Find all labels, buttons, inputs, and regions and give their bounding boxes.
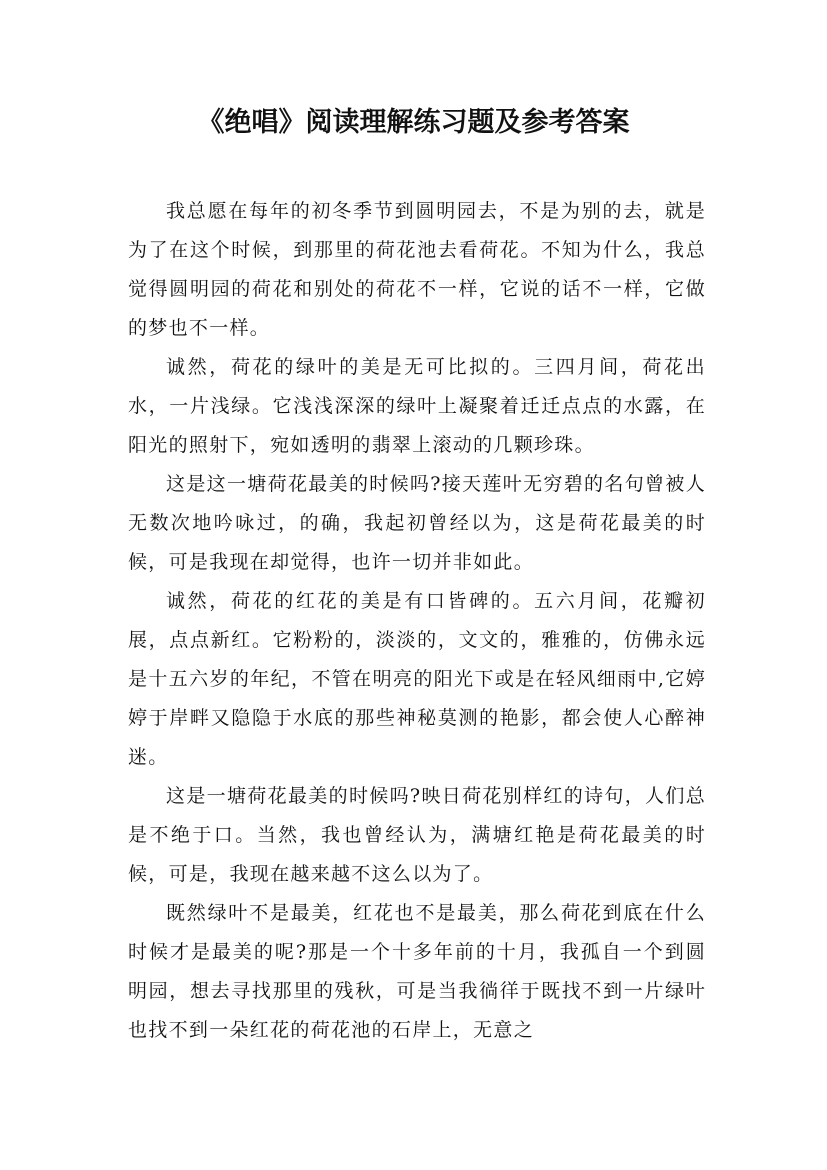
paragraph-6: 既然绿叶不是最美，红花也不是最美，那么荷花到底在什么时候才是最美的呢?那是一个十多年前的十月，我孤自一个到圆明园，想去寻找那里的残秋，可是当我徜徉于既找不到一片绿叶也找不到一朵红花的荷花池的石岸上，无意之: [128, 902, 706, 1041]
document-body: [128, 192, 706, 1050]
paragraph-2: 诚然，荷花的绿叶的美是无可比拟的。三四月间，荷花出水，一片浅绿。它浅浅深深的绿叶上凝聚着迁迁点点的水露，在阳光的照射下，宛如透明的翡翠上滚动的几颗珍珠。: [128, 356, 706, 456]
document-title: 《绝唱》阅读理解练习题及参考答案: [197, 107, 630, 138]
paragraph-1: 我总愿在每年的初冬季节到圆明园去，不是为别的去，就是为了在这个时候，到那里的荷花池去看荷花。不知为什么，我总觉得圆明园的荷花和别处的荷花不一样，它说的话不一样，它做的梦也不一样。: [128, 200, 706, 339]
paragraph-4: 诚然，荷花的红花的美是有口皆碑的。五六月间，花瓣初展，点点新红。它粉粉的，淡淡的，文文的，雅雅的，仿佛永远是十五六岁的年纪，不管在明亮的阳光下或是在轻风细雨中,它婷婷于岸畔又隐隐于水底的那些神秘莫测的艳影，都会使人心醉神迷。: [128, 590, 706, 768]
paragraph-5: 这是一塘荷花最美的时候吗?映日荷花别样红的诗句，人们总是不绝于口。当然，我也曾经认为，满塘红艳是荷花最美的时候，可是，我现在越来越不这么以为了。: [128, 785, 706, 885]
paragraph-3: 这是这一塘荷花最美的时候吗?接天莲叶无穷碧的名句曾被人无数次地吟咏过，的确，我起初曾经以为，这是荷花最美的时候，可是我现在却觉得，也许一切并非如此。: [128, 473, 706, 573]
